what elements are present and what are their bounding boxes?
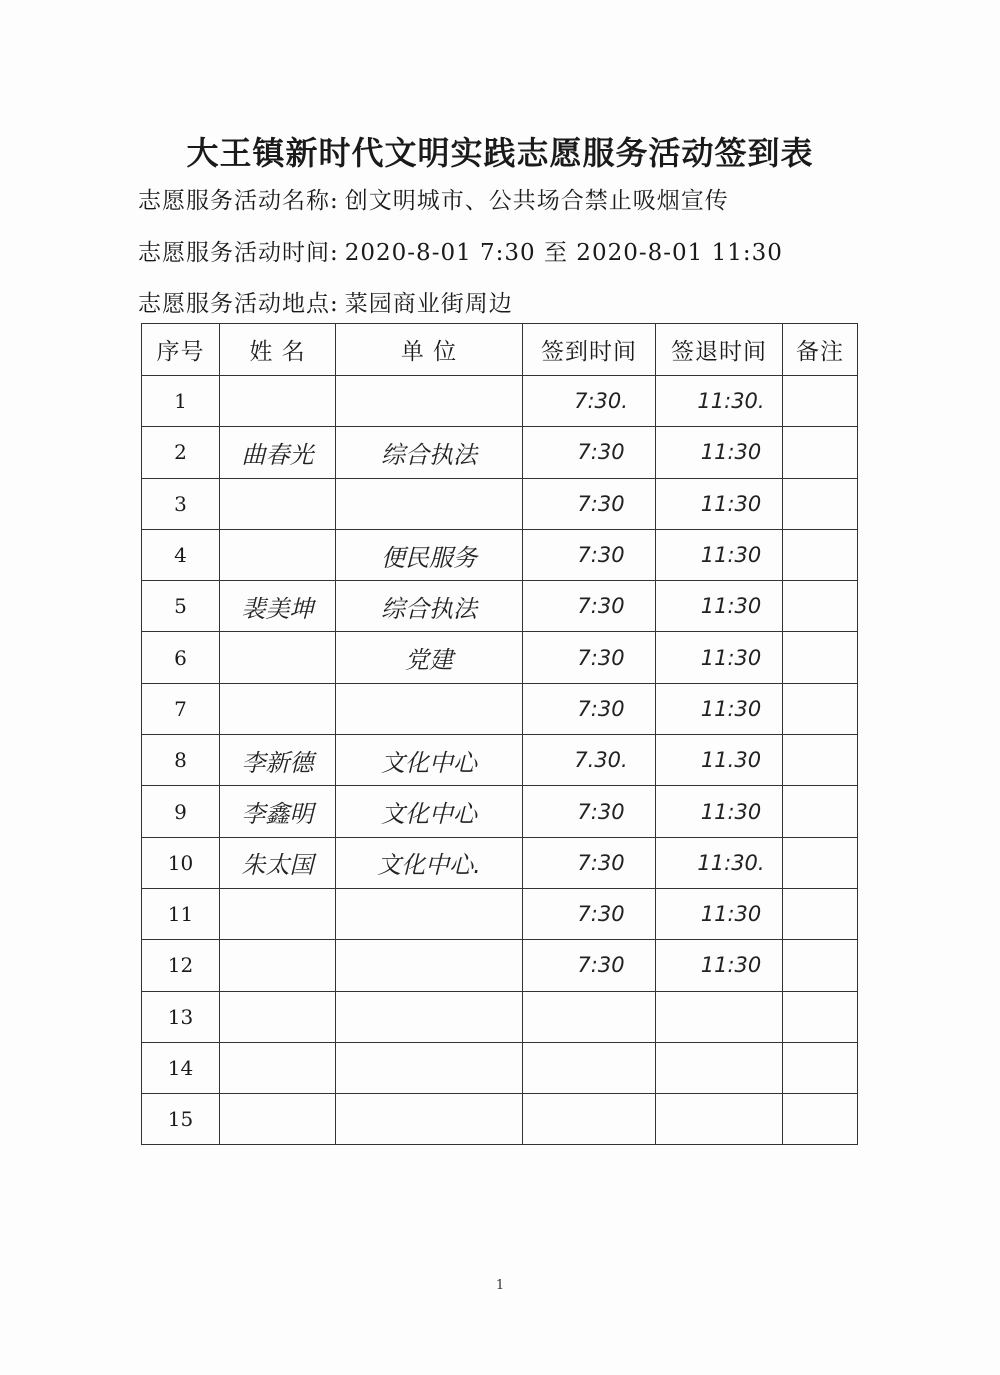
cell-signout: 11:30 — [656, 529, 783, 580]
cell-signin — [523, 991, 656, 1042]
cell-signin: 7:30 — [523, 581, 656, 632]
cell-name: 李新德 — [220, 735, 336, 786]
cell-note — [783, 529, 858, 580]
cell-note — [783, 1042, 858, 1093]
cell-signin — [523, 1042, 656, 1093]
cell-note — [783, 632, 858, 683]
cell-signin: 7:30 — [523, 888, 656, 939]
cell-name — [220, 888, 336, 939]
activity-time-value: 2020-8-01 7:30 至 2020-8-01 11:30 — [344, 240, 783, 266]
cell-name — [220, 940, 336, 991]
cell-seq: 5 — [142, 581, 220, 632]
cell-signout: 11.30 — [656, 735, 783, 786]
cell-signin: 7:30 — [523, 632, 656, 683]
cell-unit: 文化中心 — [336, 735, 523, 786]
cell-signout: 11:30 — [656, 427, 783, 478]
table-row — [142, 888, 858, 939]
cell-signout: 11:30 — [656, 632, 783, 683]
cell-signout — [656, 991, 783, 1042]
cell-note — [783, 991, 858, 1042]
header-unit: 单 位 — [336, 324, 523, 376]
cell-seq: 1 — [142, 376, 220, 427]
table-row — [142, 1094, 858, 1145]
cell-signin: 7:30. — [523, 376, 656, 427]
cell-unit — [336, 1042, 523, 1093]
activity-place-label: 志愿服务活动地点: — [138, 291, 339, 317]
cell-seq: 12 — [142, 940, 220, 991]
cell-note — [783, 1094, 858, 1145]
sign-in-table — [141, 323, 858, 1145]
cell-name — [220, 1094, 336, 1145]
header-note: 备注 — [783, 324, 858, 376]
table-row — [142, 683, 858, 734]
cell-seq: 6 — [142, 632, 220, 683]
cell-unit — [336, 376, 523, 427]
cell-signin: 7.30. — [523, 735, 656, 786]
cell-seq: 3 — [142, 478, 220, 529]
cell-name — [220, 632, 336, 683]
cell-unit — [336, 888, 523, 939]
table-row — [142, 837, 858, 888]
table-row — [142, 529, 858, 580]
table-row — [142, 1042, 858, 1093]
cell-signin: 7:30 — [523, 427, 656, 478]
cell-signin: 7:30 — [523, 786, 656, 837]
cell-name: 裴美坤 — [220, 581, 336, 632]
activity-place-value: 菜园商业街周边 — [344, 291, 513, 317]
table-row — [142, 735, 858, 786]
activity-name-line — [138, 182, 729, 215]
cell-signin — [523, 1094, 656, 1145]
cell-signin: 7:30 — [523, 940, 656, 991]
cell-seq: 11 — [142, 888, 220, 939]
cell-signin: 7:30 — [523, 478, 656, 529]
table-row — [142, 427, 858, 478]
cell-note — [783, 478, 858, 529]
cell-signout — [656, 1094, 783, 1145]
header-signout-time: 签退时间 — [656, 324, 783, 376]
cell-signout: 11:30 — [656, 478, 783, 529]
cell-signin: 7:30 — [523, 683, 656, 734]
cell-unit — [336, 940, 523, 991]
page-number: 1 — [495, 1278, 505, 1293]
header-name: 姓 名 — [220, 324, 336, 376]
cell-name: 李鑫明 — [220, 786, 336, 837]
cell-note — [783, 683, 858, 734]
cell-signout: 11:30. — [656, 376, 783, 427]
table-row — [142, 581, 858, 632]
cell-name: 曲春光 — [220, 427, 336, 478]
page-title: 大王镇新时代文明实践志愿服务活动签到表 — [186, 134, 814, 172]
cell-signout: 11:30. — [656, 837, 783, 888]
cell-unit — [336, 991, 523, 1042]
cell-seq: 2 — [142, 427, 220, 478]
cell-seq: 4 — [142, 529, 220, 580]
cell-signout: 11:30 — [656, 786, 783, 837]
table-header-row — [142, 324, 858, 376]
table-row — [142, 786, 858, 837]
cell-note — [783, 837, 858, 888]
cell-signout: 11:30 — [656, 581, 783, 632]
cell-unit: 综合执法 — [336, 427, 523, 478]
cell-seq: 13 — [142, 991, 220, 1042]
cell-unit: 党建 — [336, 632, 523, 683]
cell-signin: 7:30 — [523, 529, 656, 580]
cell-note — [783, 940, 858, 991]
activity-name-value: 创文明城市、公共场合禁止吸烟宣传 — [344, 188, 729, 214]
cell-signout — [656, 1042, 783, 1093]
cell-signin: 7:30 — [523, 837, 656, 888]
cell-name: 朱太国 — [220, 837, 336, 888]
activity-name-label: 志愿服务活动名称: — [138, 188, 339, 214]
cell-unit — [336, 478, 523, 529]
table-row — [142, 376, 858, 427]
activity-time-line — [138, 234, 783, 267]
table-row — [142, 478, 858, 529]
cell-unit: 综合执法 — [336, 581, 523, 632]
cell-unit: 文化中心 — [336, 786, 523, 837]
table-row — [142, 991, 858, 1042]
cell-seq: 15 — [142, 1094, 220, 1145]
cell-note — [783, 786, 858, 837]
cell-signout: 11:30 — [656, 940, 783, 991]
table-row — [142, 940, 858, 991]
cell-name — [220, 376, 336, 427]
cell-unit — [336, 683, 523, 734]
cell-note — [783, 888, 858, 939]
cell-name — [220, 529, 336, 580]
cell-note — [783, 427, 858, 478]
cell-unit — [336, 1094, 523, 1145]
activity-place-line — [138, 285, 513, 318]
cell-name — [220, 478, 336, 529]
cell-signout: 11:30 — [656, 683, 783, 734]
activity-time-label: 志愿服务活动时间: — [138, 240, 339, 266]
cell-name — [220, 1042, 336, 1093]
cell-name — [220, 991, 336, 1042]
cell-seq: 14 — [142, 1042, 220, 1093]
cell-signout: 11:30 — [656, 888, 783, 939]
table-row — [142, 632, 858, 683]
cell-name — [220, 683, 336, 734]
header-seq: 序号 — [142, 324, 220, 376]
cell-seq: 8 — [142, 735, 220, 786]
header-signin-time: 签到时间 — [523, 324, 656, 376]
cell-unit: 便民服务 — [336, 529, 523, 580]
cell-note — [783, 581, 858, 632]
cell-unit: 文化中心. — [336, 837, 523, 888]
cell-seq: 7 — [142, 683, 220, 734]
cell-seq: 10 — [142, 837, 220, 888]
cell-note — [783, 376, 858, 427]
cell-seq: 9 — [142, 786, 220, 837]
cell-note — [783, 735, 858, 786]
